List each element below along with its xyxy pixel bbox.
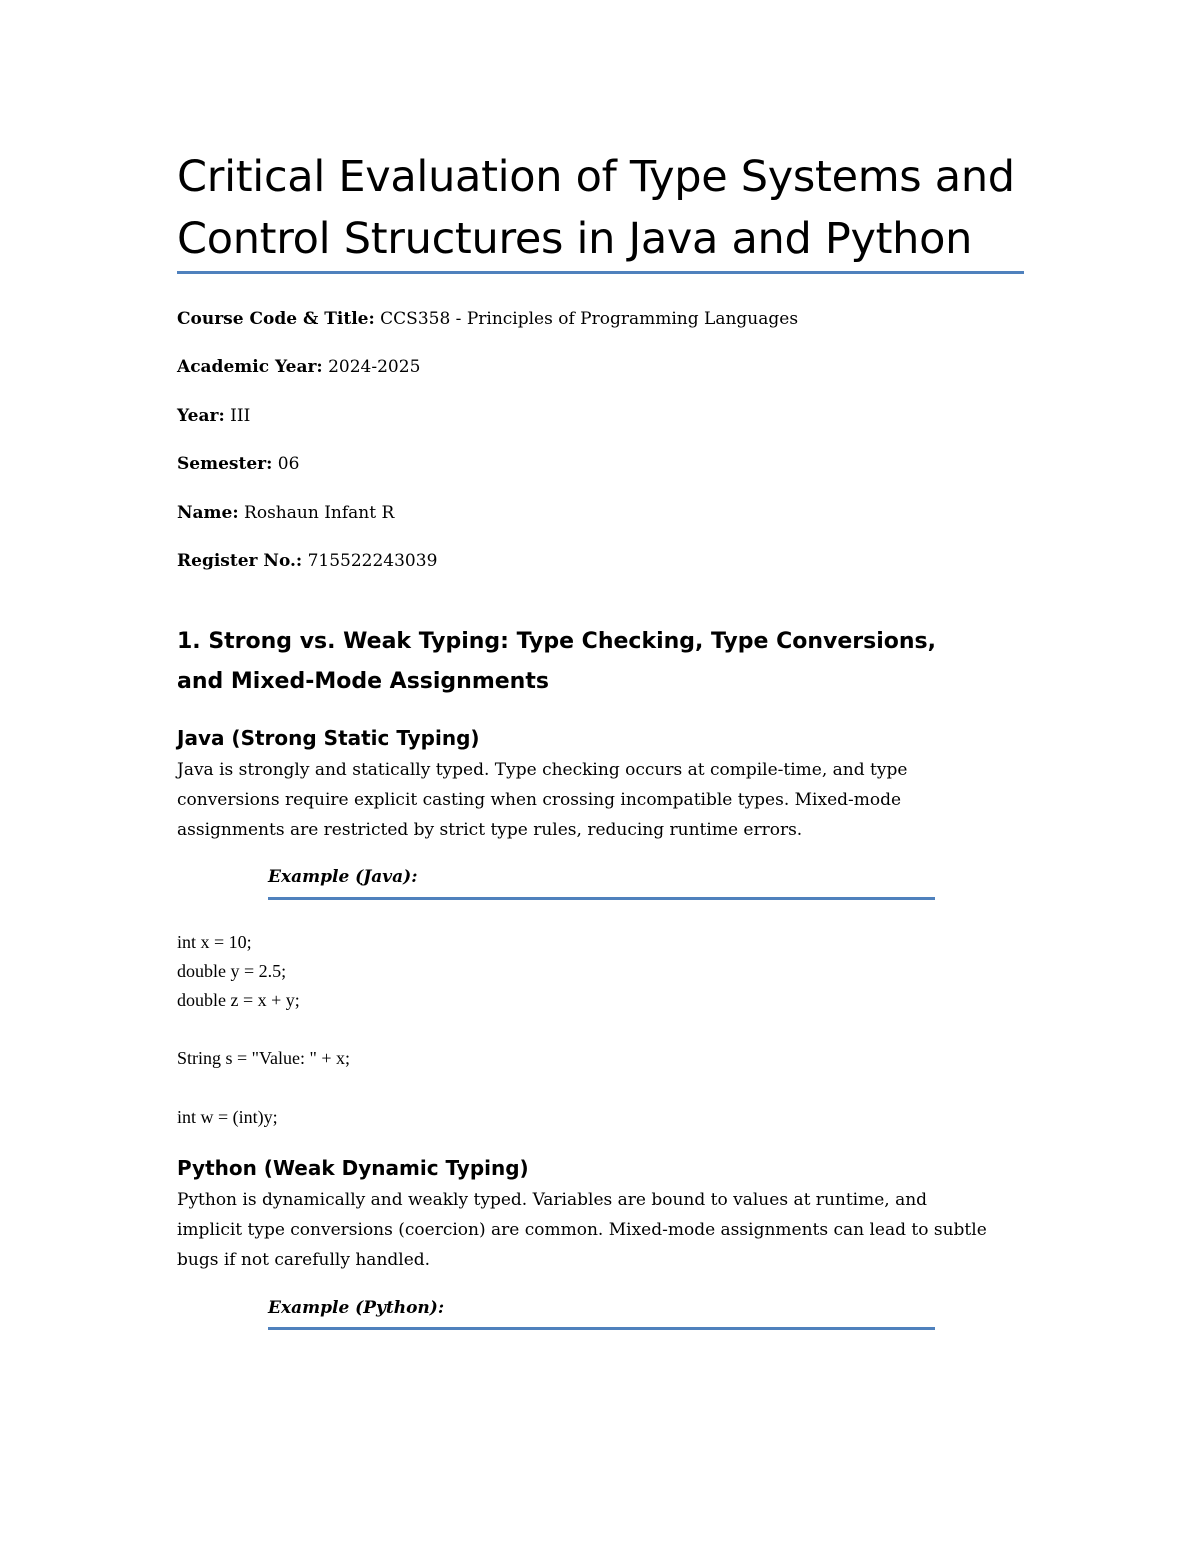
java-code-line: String s = "Value: " + x;	[177, 1048, 350, 1068]
meta-course-value: CCS358 - Principles of Programming Languages	[380, 309, 799, 329]
java-code-line: int w = (int)y;	[177, 1107, 278, 1127]
meta-academic-year	[177, 355, 420, 379]
meta-academic-year-value: 2024-2025	[328, 357, 421, 377]
meta-course	[177, 307, 798, 331]
python-paragraph: Python is dynamically and weakly typed. Variables are bound to values at runtime, and implicit type conversions (coercion) are common. Mixed-mode assignments can lead to subtle bugs if not carefully handled.	[177, 1190, 987, 1270]
java-example-underline	[268, 897, 935, 900]
document-title: Critical Evaluation of Type Systems and Control Structures in Java and Python	[177, 152, 1015, 264]
python-example-underline	[268, 1327, 935, 1330]
meta-register-no-label: Register No.:	[177, 551, 303, 571]
java-code-line: int x = 10;	[177, 932, 252, 952]
java-example-label: Example (Java):	[268, 867, 418, 887]
meta-name	[177, 501, 394, 525]
meta-semester	[177, 452, 299, 476]
meta-year-label: Year:	[177, 406, 225, 426]
java-paragraph: Java is strongly and statically typed. Type checking occurs at compile-time, and type conversions require explicit casting when crossing incompatible types. Mixed-mode assignments are restricted by strict type rules, reducing runtime errors.	[177, 760, 908, 840]
java-code-line: double z = x + y;	[177, 990, 300, 1010]
meta-register-no-value: 715522243039	[307, 551, 438, 571]
section-1-heading: 1. Strong vs. Weak Typing: Type Checking, Type Conversions, and Mixed-Mode Assignments	[177, 629, 936, 694]
python-heading: Python (Weak Dynamic Typing)	[177, 1156, 529, 1180]
meta-semester-label: Semester:	[177, 454, 273, 474]
meta-register-no	[177, 549, 437, 573]
meta-name-label: Name:	[177, 503, 239, 523]
java-code-line: double y = 2.5;	[177, 961, 287, 981]
meta-year-value: III	[230, 406, 251, 426]
python-example-label: Example (Python):	[268, 1298, 445, 1318]
meta-name-value: Roshaun Infant R	[244, 503, 395, 523]
meta-course-label: Course Code & Title:	[177, 309, 375, 329]
meta-semester-value: 06	[277, 454, 300, 474]
java-heading: Java (Strong Static Typing)	[177, 726, 480, 750]
title-underline	[177, 271, 1024, 274]
meta-year	[177, 404, 250, 428]
meta-academic-year-label: Academic Year:	[177, 357, 323, 377]
